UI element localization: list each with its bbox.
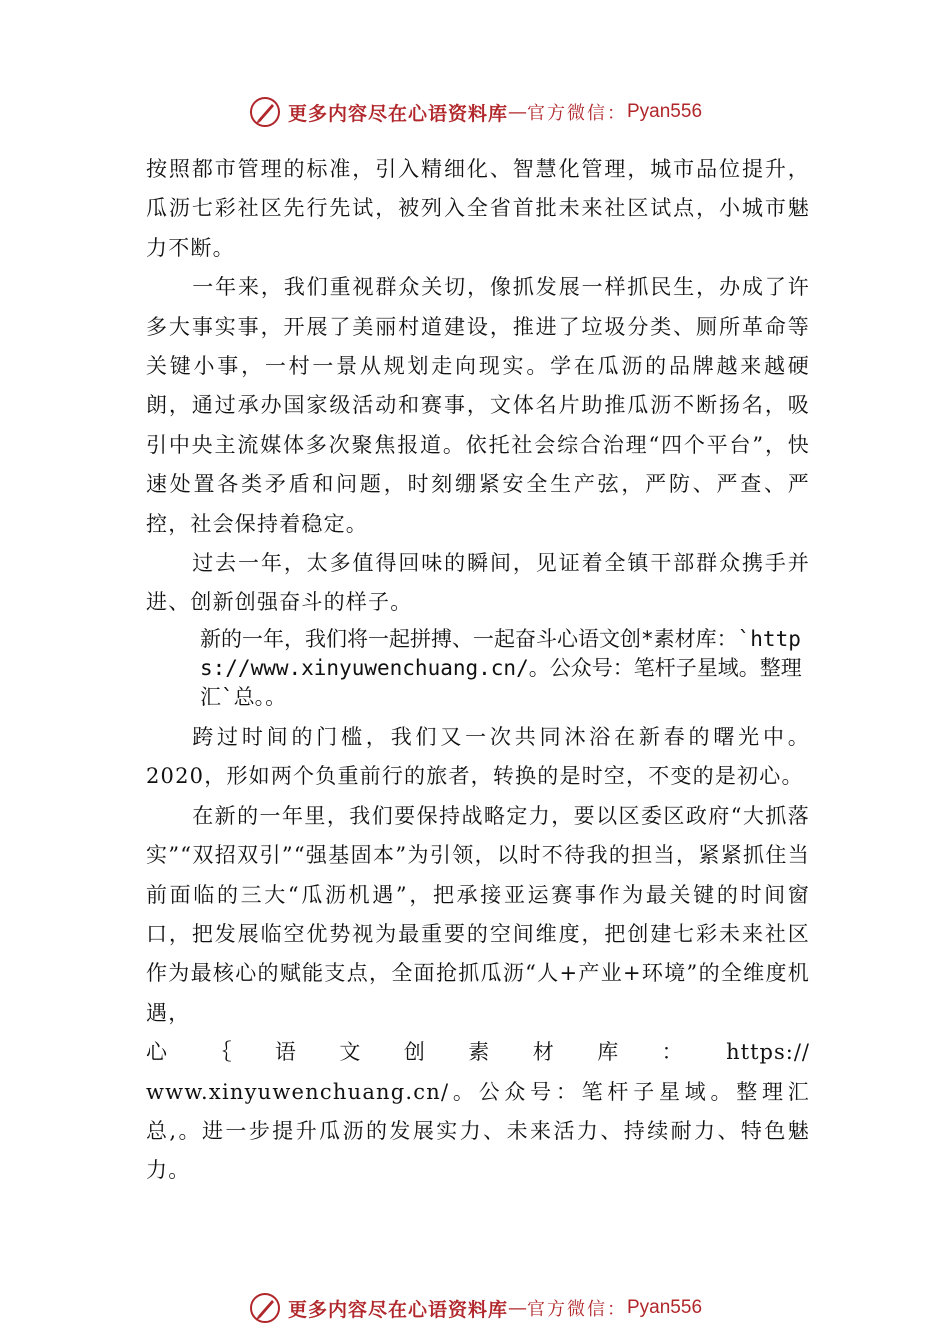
header-watermark-banner bbox=[0, 94, 950, 130]
banner-dash: — bbox=[508, 1297, 527, 1319]
banner-wechat-id: Pyan556 bbox=[627, 1297, 703, 1318]
footer-watermark-banner bbox=[0, 1290, 950, 1326]
quill-pen-circle-icon bbox=[248, 95, 282, 129]
banner-wechat-label: 官方微信： bbox=[527, 1299, 627, 1320]
banner-brand-text: 更多内容尽在心语资料库 bbox=[287, 1298, 508, 1321]
paragraph-6-url-line: 心｛语文创素材库：https:// bbox=[146, 1040, 810, 1065]
quill-pen-circle-icon bbox=[248, 1291, 282, 1325]
paragraph-6-tail: www.xinyuwenchuang.cn/。公众号：笔杆子星域。整理汇总,。进一步提升瓜沥的发展实力、未来活力、持续耐力、特色魅力。 bbox=[146, 1079, 810, 1183]
document-body bbox=[146, 150, 810, 1191]
banner-brand-text: 更多内容尽在心语资料库 bbox=[287, 102, 508, 125]
paragraph-1: 按照都市管理的标准，引入精细化、智慧化管理，城市品位提升，瓜沥七彩社区先行先试，被列入全省首批未来社区试点，小城市魅力不断。 bbox=[146, 157, 810, 260]
paragraph-6: 在新的一年里，我们要保持战略定力，要以区委区政府“大抓落实”“双招双引”“强基固本”为引领，以时不待我的担当，紧紧抓住当前面临的三大“瓜沥机遇”，把承接亚运赛事作为最关键的时间窗口，把发展临空优势视为最重要的空间维度，把创建七彩未来社区作为最核心的赋能支点，全面抢抓瓜沥“人+产业+环境”的全维度机遇， bbox=[146, 803, 810, 1025]
paragraph-4-snippet: 新的一年，我们将一起拼搏、一起奋斗心语文创*素材库：`https://www.xinyuwenchuang.cn/。公众号：笔杆子星域。整理汇`总。。 bbox=[200, 626, 802, 709]
paragraph-5: 跨过时间的门槛，我们又一次共同沐浴在新春的曙光中。2020，形如两个负重前行的旅者，转换的是时空，不变的是初心。 bbox=[146, 724, 810, 789]
banner-wechat-id: Pyan556 bbox=[627, 101, 703, 122]
paragraph-2: 一年来，我们重视群众关切，像抓发展一样抓民生，办成了许多大事实事，开展了美丽村道建设，推进了垃圾分类、厕所革命等关键小事，一村一景从规划走向现实。学在瓜沥的品牌越来越硬朗，通过承办国家级活动和赛事，文体名片助推瓜沥不断扬名，吸引中央主流媒体多次聚焦报道。依托社会综合治理“四个平台”，快速处置各类矛盾和问题，时刻绷紧安全生产弦，严防、严查、严控，社会保持着稳定。 bbox=[146, 275, 810, 536]
banner-wechat-label: 官方微信： bbox=[527, 103, 627, 124]
paragraph-3: 过去一年，太多值得回味的瞬间，见证着全镇干部群众携手并进、创新创强奋斗的样子。 bbox=[146, 551, 810, 615]
banner-dash: — bbox=[508, 101, 527, 123]
